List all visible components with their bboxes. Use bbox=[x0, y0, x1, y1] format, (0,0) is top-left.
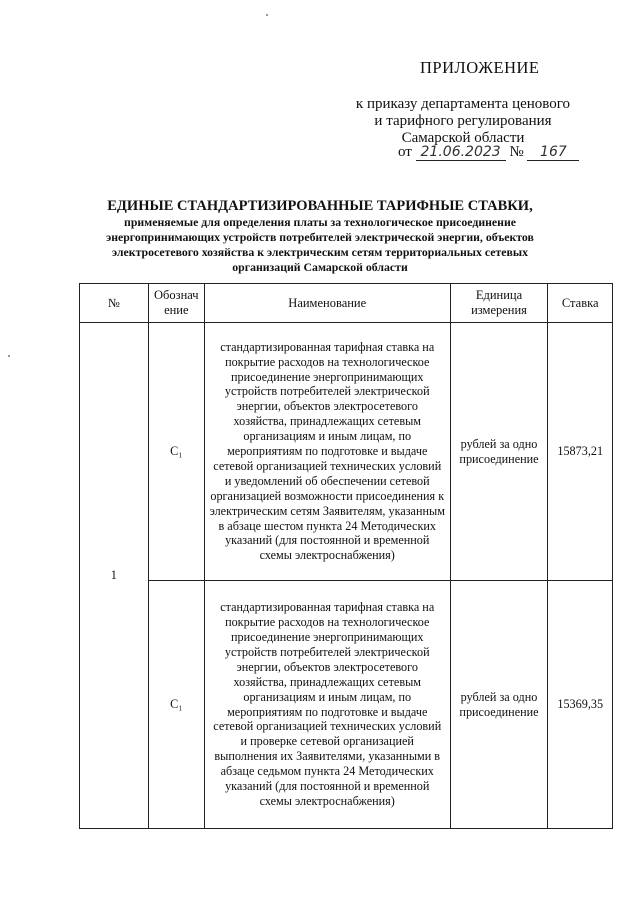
order-date-number bbox=[398, 144, 579, 161]
heading-line-4: организаций Самарской области bbox=[232, 260, 408, 274]
row-designation: C₁ bbox=[148, 323, 204, 581]
header-number: № bbox=[80, 284, 149, 323]
row-designation: C₁ bbox=[148, 581, 204, 829]
number-label: № bbox=[509, 144, 524, 160]
group-number: 1 bbox=[80, 323, 149, 829]
header-name: Наименование bbox=[204, 284, 450, 323]
appendix-line-3: Самарской области bbox=[401, 130, 525, 146]
row-rate: 15873,21 bbox=[548, 323, 613, 581]
scan-dot bbox=[266, 14, 268, 16]
appendix-line-2: и тарифного регулирования bbox=[374, 113, 552, 129]
appendix-title: ПРИЛОЖЕНИЕ bbox=[420, 58, 540, 77]
table-header-row bbox=[80, 284, 613, 323]
heading-line-2: энергопринимающих устройств потребителей электрической энергии, объектов bbox=[106, 230, 534, 244]
row-rate: 15369,35 bbox=[548, 581, 613, 829]
order-number: 167 bbox=[527, 144, 579, 161]
heading-line-3: электросетевого хозяйства к электрическим сетям территориальных сетевых bbox=[112, 245, 528, 259]
header-unit: Единица измерения bbox=[450, 284, 548, 323]
tariff-rates-table bbox=[79, 283, 613, 829]
from-label: от bbox=[398, 144, 412, 160]
row-name: стандартизированная тарифная ставка на покрытие расходов на технологическое присоединение энергопринимающих устройств потребителей электрической энергии, объектов электросетевого хозяйства, принадлежащих сетевым организациям и иным лицам, по мероприятиям по подготовке и выдаче сетевой организацией технических условий и проверке сетевой организацией выполнения их Заявителями, указанными в абзаце седьмом пункта 24 Методических указаний (для постоянной и временной схемы электроснабжения) bbox=[204, 581, 450, 829]
header-rate: Ставка bbox=[548, 284, 613, 323]
appendix-line-1: к приказу департамента ценового bbox=[355, 96, 571, 112]
table-row bbox=[80, 323, 613, 581]
row-name: стандартизированная тарифная ставка на покрытие расходов на технологическое присоединение энергопринимающих устройств потребителей электрической энергии, объектов электросетевого хозяйства, принадлежащих сетевым организациям и иным лицам, по мероприятиям по подготовке и выдаче сетевой организацией технических условий и уведомлений об обеспечении сетевой организацией возможности присоединения к электрическим сетям Заявителям, указанным в абзаце шестом пункта 24 Методических указаний (для постоянной и временной схемы электроснабжения) bbox=[204, 323, 450, 581]
order-date: 21.06.2023 bbox=[416, 144, 506, 161]
scan-dot bbox=[8, 355, 10, 357]
row-unit: рублей за одно присоединение bbox=[450, 581, 548, 829]
heading-title: ЕДИНЫЕ СТАНДАРТИЗИРОВАННЫЕ ТАРИФНЫЕ СТАВКИ, bbox=[107, 198, 533, 214]
header-designation: Обозначение bbox=[148, 284, 204, 323]
heading-line-1: применяемые для определения платы за технологическое присоединение bbox=[124, 215, 516, 229]
table-row bbox=[80, 581, 613, 829]
row-unit: рублей за одно присоединение bbox=[450, 323, 548, 581]
document-heading bbox=[100, 197, 540, 275]
